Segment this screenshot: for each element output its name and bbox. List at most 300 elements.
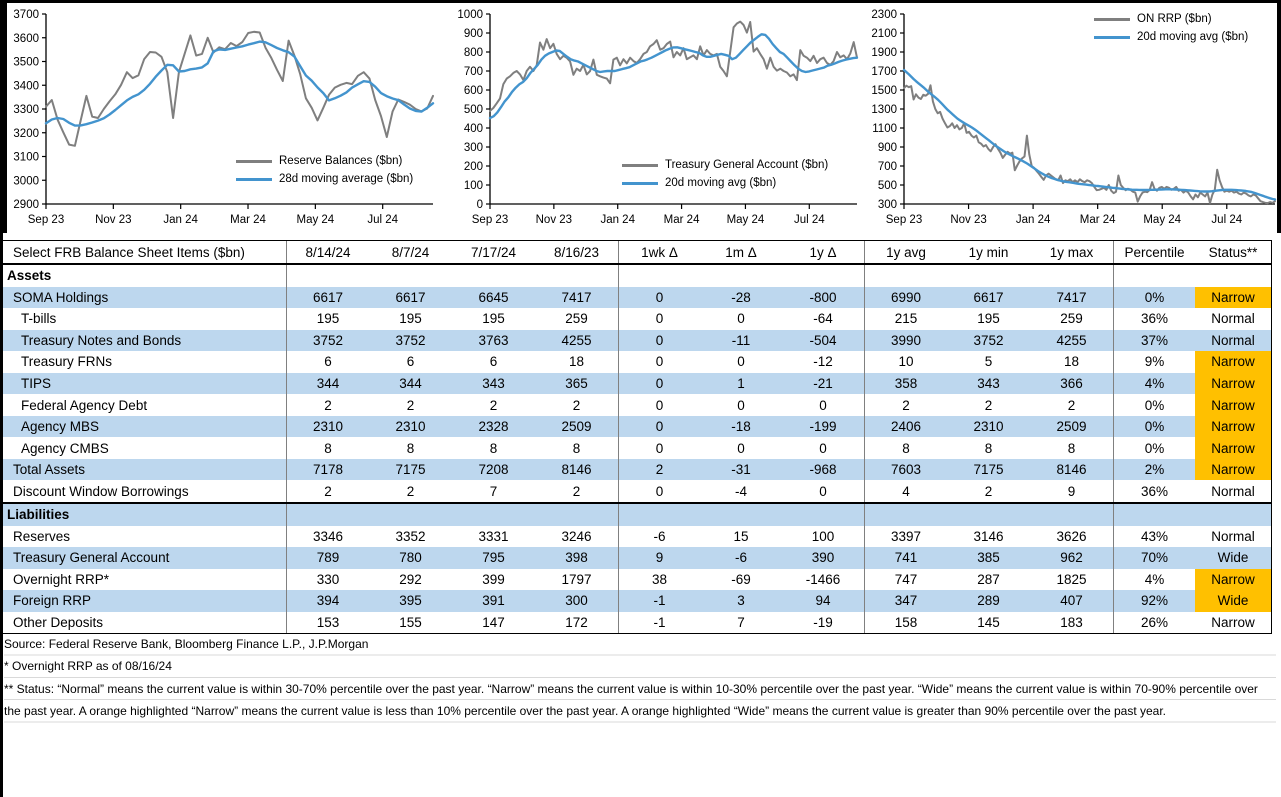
table-row: [3, 459, 1271, 481]
table-cell: 347: [864, 590, 947, 612]
svg-text:2900: 2900: [13, 199, 39, 211]
table-cell: -18: [731, 419, 751, 435]
table-cell: -4: [734, 483, 747, 499]
table-cell: 7178: [286, 459, 369, 481]
table-cell: 2: [572, 397, 581, 413]
table-cell: 5: [984, 354, 993, 370]
table-cell: 1: [737, 376, 745, 391]
table-cell: -800: [809, 289, 837, 305]
table-cell: 145: [977, 615, 1000, 631]
table-cell: 195: [482, 311, 505, 327]
table-cell: [1113, 504, 1195, 526]
table-row: [3, 351, 1271, 373]
table-cell: 330: [286, 569, 369, 591]
table-cell: 741: [864, 547, 947, 569]
table-cell: 195: [399, 311, 422, 327]
table-cell: 3626: [1056, 528, 1087, 544]
table-cell: 2: [864, 394, 947, 416]
chart-legend: [622, 156, 828, 192]
table-cell: 3752: [286, 330, 369, 352]
table-cell: 195: [977, 311, 1000, 327]
table-cell: 70%: [1113, 547, 1195, 569]
status-cell: Narrow: [1211, 615, 1255, 631]
table-cell: Percentile: [1113, 241, 1195, 263]
row-label-cell: Agency MBS: [21, 419, 100, 435]
table-cell: 1825: [1056, 571, 1087, 587]
table-cell: 3346: [286, 526, 369, 548]
table-cell: -1: [618, 590, 700, 612]
table-cell: 3: [737, 593, 745, 609]
table-cell: 43%: [1113, 526, 1195, 548]
table-cell: 343: [482, 376, 505, 391]
table-cell: 9: [1067, 483, 1076, 499]
table-cell: 3246: [561, 528, 592, 544]
table-cell: [618, 265, 700, 287]
table-cell: 92%: [1113, 590, 1195, 612]
table-cell: 172: [565, 615, 588, 631]
row-label-cell: Reserves: [13, 528, 71, 544]
svg-text:Mar 24: Mar 24: [1079, 214, 1116, 226]
row-label-cell: Treasury Notes and Bonds: [21, 332, 182, 348]
table-cell: [782, 504, 864, 526]
table-cell: 1y Δ: [809, 244, 837, 260]
table-cell: 0: [618, 437, 700, 459]
svg-text:Sep 23: Sep 23: [885, 214, 923, 226]
table-cell: 0: [618, 480, 700, 502]
table-cell: [1030, 504, 1113, 526]
table-cell: 292: [399, 571, 422, 587]
svg-text:1500: 1500: [871, 85, 897, 97]
table-cell: -6: [734, 550, 747, 566]
svg-text:500: 500: [877, 180, 897, 192]
status-cell: Narrow: [1195, 394, 1271, 416]
legend-label: Reserve Balances ($bn): [279, 155, 403, 167]
status-cell: Normal: [1211, 483, 1255, 499]
table-cell: 7: [489, 483, 498, 499]
row-label-cell: T-bills: [21, 311, 57, 327]
svg-text:Mar 24: Mar 24: [230, 214, 266, 226]
table-cell: 391: [482, 593, 505, 609]
table-cell: 344: [399, 376, 422, 391]
table-cell: 2%: [1113, 459, 1195, 481]
table-cell: 2: [984, 397, 993, 413]
svg-text:Mar 24: Mar 24: [663, 214, 700, 226]
table-cell: 1y min: [968, 244, 1009, 260]
table-cell: [369, 265, 452, 287]
row-label-cell: TIPS: [21, 376, 52, 391]
table-cell: 343: [977, 376, 1000, 391]
table-cell: 8/14/24: [286, 241, 369, 263]
table-cell: 0: [819, 397, 827, 413]
table-cell: 0: [618, 394, 700, 416]
table-cell: 9: [618, 547, 700, 569]
chart-legend: [1094, 10, 1248, 46]
table-cell: [618, 504, 700, 526]
svg-text:1100: 1100: [872, 123, 897, 135]
table-cell: 795: [482, 550, 505, 566]
status-cell: [1195, 265, 1271, 287]
table-cell: 0: [618, 351, 700, 373]
table-row: [3, 308, 1271, 330]
svg-text:Nov 23: Nov 23: [95, 214, 132, 226]
table-cell: -28: [731, 289, 751, 305]
table-cell: 3752: [973, 332, 1004, 348]
svg-text:2300: 2300: [871, 9, 897, 21]
table-cell: -1466: [805, 571, 841, 587]
table-cell: -31: [731, 462, 751, 478]
svg-text:3600: 3600: [13, 32, 39, 45]
table-cell: 4255: [1056, 332, 1087, 348]
table-cell: 37%: [1113, 330, 1195, 352]
table-cell: -19: [813, 615, 833, 631]
table-cell: 789: [286, 547, 369, 569]
table-cell: 26%: [1113, 612, 1195, 634]
svg-text:May 24: May 24: [726, 214, 765, 226]
table-cell: 1m Δ: [725, 244, 757, 260]
svg-text:700: 700: [877, 161, 897, 173]
table-cell: [947, 504, 1030, 526]
table-cell: [286, 504, 369, 526]
row-label-cell: Foreign RRP: [13, 593, 92, 609]
table-cell: -11: [731, 332, 751, 348]
legend-line-swatch: [236, 178, 272, 181]
table-cell: [535, 265, 618, 287]
treasury-general-account-chart: [452, 4, 862, 236]
table-cell: 0: [737, 354, 745, 370]
svg-text:300: 300: [877, 199, 897, 211]
svg-text:900: 900: [463, 28, 483, 40]
status-cell: Narrow: [1195, 437, 1271, 459]
table-cell: 18: [1063, 354, 1080, 370]
status-cell: [1195, 504, 1271, 526]
svg-text:3300: 3300: [13, 104, 39, 116]
table-cell: 147: [482, 615, 505, 631]
table-cell: [1113, 265, 1195, 287]
svg-text:Jan 24: Jan 24: [1015, 214, 1051, 226]
svg-text:3000: 3000: [13, 175, 39, 188]
legend-label: ON RRP ($bn): [1137, 13, 1212, 25]
svg-text:3100: 3100: [13, 151, 39, 164]
table-row: [3, 480, 1271, 502]
table-cell: [947, 265, 1030, 287]
table-cell: 289: [977, 593, 1000, 609]
svg-text:3200: 3200: [13, 127, 39, 140]
table-cell: 8: [489, 440, 498, 456]
table-cell: [782, 265, 864, 287]
table-cell: 1y avg: [864, 241, 947, 263]
table-cell: 395: [399, 593, 422, 609]
table-cell: 4255: [561, 332, 592, 348]
table-cell: 0: [618, 308, 700, 330]
section-row: [3, 265, 1271, 287]
table-cell: 8: [572, 440, 581, 456]
table-cell: -6: [618, 526, 700, 548]
table-cell: 0%: [1113, 287, 1195, 309]
table-cell: 6: [406, 354, 415, 370]
legend-entry: [236, 170, 413, 188]
table-cell: 0: [819, 483, 827, 499]
row-label-cell: Treasury FRNs: [21, 354, 113, 370]
legend-label: Treasury General Account ($bn): [665, 159, 829, 171]
table-row: [3, 437, 1271, 459]
table-cell: 7175: [973, 462, 1004, 478]
table-cell: 6: [286, 351, 369, 373]
table-cell: 8/16/23: [553, 244, 600, 260]
legend-line-swatch: [236, 160, 272, 163]
legend-entry: [1094, 10, 1248, 28]
table-cell: 8: [406, 440, 415, 456]
table-cell: 7175: [395, 462, 426, 478]
table-cell: 8146: [561, 462, 592, 478]
status-cell: Narrow: [1195, 287, 1271, 309]
table-cell: 4: [864, 480, 947, 502]
table-cell: 2: [618, 459, 700, 481]
table-cell: 18: [568, 354, 585, 370]
table-cell: 2328: [478, 419, 509, 435]
table-cell: 36%: [1113, 480, 1195, 502]
table-cell: 259: [1060, 311, 1083, 327]
table-cell: 0: [618, 416, 700, 438]
svg-text:100: 100: [463, 180, 483, 192]
table-cell: 7: [737, 615, 745, 631]
table-cell: 2509: [561, 419, 592, 435]
table-cell: 7417: [1056, 289, 1087, 305]
table-cell: 398: [565, 550, 588, 566]
table-row: [3, 416, 1271, 438]
svg-text:1700: 1700: [871, 66, 897, 78]
table-cell: 6617: [286, 287, 369, 309]
table-cell: [452, 265, 535, 287]
status-cell: Wide: [1217, 550, 1249, 566]
table-cell: -504: [809, 332, 837, 348]
table-cell: [700, 265, 782, 287]
legend-entry: [622, 174, 828, 192]
table-cell: 0: [737, 397, 745, 413]
table-cell: [1030, 265, 1113, 287]
status-definition-note: ** Status: “Normal” means the current value is within 30-70% percentile over the past year. “Narrow” means the current value is within 10-30% percentile over the past year. “Wide” means the current value is within 70-90% percentile over the past year. A orange highlighted “Narrow” means the current value is less than 10% percentile over the past year. A orange highlighted “Wide” means the current value is greater than 90% percentile over the past year.: [4, 681, 1258, 719]
status-cell: Wide: [1195, 590, 1271, 612]
table-cell: 259: [565, 311, 588, 327]
svg-text:500: 500: [463, 104, 483, 116]
table-cell: 2509: [1056, 419, 1087, 435]
legend-entry: [1094, 28, 1248, 46]
table-body: [3, 241, 1271, 633]
table-row: [3, 330, 1271, 352]
row-label-cell: Other Deposits: [13, 615, 104, 631]
frb-balance-sheet-table: [2, 240, 1272, 634]
table-cell: 0: [618, 373, 700, 395]
legend-line-swatch: [622, 182, 658, 185]
row-label-cell: Assets: [7, 268, 52, 284]
table-cell: 1797: [561, 571, 592, 587]
table-cell: 10: [864, 351, 947, 373]
table-cell: 366: [1060, 376, 1083, 391]
status-cell: Narrow: [1195, 373, 1271, 395]
table-cell: 365: [565, 376, 588, 391]
status-cell: Narrow: [1195, 459, 1271, 481]
table-cell: 158: [864, 612, 947, 634]
table-cell: 390: [811, 550, 835, 566]
table-cell: 4%: [1113, 373, 1195, 395]
status-cell: Normal: [1211, 528, 1255, 544]
table-row: [3, 569, 1271, 591]
table-cell: 747: [864, 569, 947, 591]
legend-entry: [622, 156, 828, 174]
table-cell: 6617: [395, 289, 426, 305]
table-cell: [700, 504, 782, 526]
table-cell: 153: [286, 612, 369, 634]
table-row: [3, 547, 1271, 569]
legend-label: 28d moving average ($bn): [279, 173, 414, 185]
table-cell: 1y max: [1049, 244, 1094, 260]
table-cell: [535, 504, 618, 526]
table-row: [3, 373, 1271, 395]
table-cell: 94: [815, 593, 831, 609]
row-label-cell: Federal Agency Debt: [21, 397, 148, 413]
table-cell: 7/17/24: [470, 244, 517, 260]
table-cell: 100: [811, 528, 835, 544]
table-cell: 183: [1060, 615, 1083, 631]
svg-text:1000: 1000: [457, 9, 483, 21]
table-cell: 8: [1067, 440, 1076, 456]
svg-text:Jul 24: Jul 24: [793, 214, 825, 226]
table-cell: 3397: [864, 526, 947, 548]
table-cell: -199: [809, 419, 837, 435]
table-cell: 2310: [395, 419, 426, 435]
table-cell: 8: [286, 437, 369, 459]
svg-text:0: 0: [476, 199, 483, 211]
section-row: [3, 502, 1271, 526]
row-label-cell: Select FRB Balance Sheet Items ($bn): [13, 244, 245, 260]
svg-text:Sep 23: Sep 23: [27, 214, 65, 226]
table-cell: 780: [399, 550, 422, 566]
table-cell: 36%: [1113, 308, 1195, 330]
table-cell: 0%: [1113, 437, 1195, 459]
table-cell: 6617: [973, 289, 1004, 305]
legend-line-swatch: [622, 164, 658, 167]
footnotes: [4, 633, 1276, 723]
table-cell: 3146: [973, 528, 1004, 544]
table-cell: 215: [864, 308, 947, 330]
svg-text:Jul 24: Jul 24: [1211, 214, 1243, 226]
table-cell: 6990: [864, 287, 947, 309]
table-cell: 2: [984, 483, 993, 499]
table-cell: 0%: [1113, 394, 1195, 416]
table-cell: [286, 265, 369, 287]
table-cell: [452, 504, 535, 526]
table-cell: 6645: [478, 289, 509, 305]
row-label-cell: Overnight RRP*: [13, 571, 110, 587]
table-cell: 2: [286, 480, 369, 502]
table-cell: 399: [482, 571, 505, 587]
svg-text:Sep 23: Sep 23: [471, 214, 509, 226]
on-rrp-chart: [866, 4, 1280, 236]
table-cell: 2: [572, 483, 581, 499]
table-cell: 6: [489, 354, 498, 370]
table-cell: 3331: [478, 528, 509, 544]
table-cell: 0: [737, 311, 745, 327]
row-label-cell: Treasury General Account: [13, 550, 170, 566]
legend-label: 20d moving avg ($bn): [665, 177, 777, 189]
legend-label: 20d moving avg ($bn): [1137, 31, 1249, 43]
svg-text:Jan 24: Jan 24: [163, 214, 198, 226]
svg-text:Jan 24: Jan 24: [600, 214, 635, 226]
status-cell: Normal: [1211, 311, 1255, 327]
svg-text:May 24: May 24: [296, 214, 335, 226]
table-cell: 8146: [1056, 462, 1087, 478]
svg-text:700: 700: [463, 66, 483, 78]
status-cell: Normal: [1211, 332, 1255, 348]
svg-text:3500: 3500: [13, 56, 39, 69]
table-cell: [864, 265, 947, 287]
row-label-cell: Agency CMBS: [21, 440, 109, 456]
legend-line-swatch: [1094, 36, 1130, 39]
status-cell: Status**: [1208, 244, 1258, 260]
table-cell: 0: [618, 287, 700, 309]
status-cell: Narrow: [1195, 416, 1271, 438]
table-cell: [864, 504, 947, 526]
table-row: [3, 394, 1271, 416]
svg-text:900: 900: [877, 142, 897, 154]
table-row: [3, 590, 1271, 612]
table-cell: 2310: [973, 419, 1004, 435]
svg-text:800: 800: [463, 47, 483, 59]
svg-text:1900: 1900: [871, 47, 897, 59]
svg-text:3700: 3700: [13, 9, 39, 21]
table-cell: 1wk Δ: [618, 241, 700, 263]
table-cell: 407: [1060, 593, 1083, 609]
table-cell: 7208: [478, 462, 509, 478]
table-cell: 8/7/24: [391, 244, 430, 260]
table-cell: 962: [1060, 550, 1083, 566]
table-cell: 155: [399, 615, 422, 631]
source-note: Source: Federal Reserve Bank, Bloomberg Finance L.P., J.P.Morgan: [4, 637, 369, 651]
svg-text:400: 400: [463, 123, 483, 135]
table-cell: -64: [813, 311, 833, 327]
table-cell: 195: [286, 308, 369, 330]
svg-text:300: 300: [463, 142, 483, 154]
table-cell: 2: [489, 397, 498, 413]
svg-text:Nov 23: Nov 23: [950, 214, 987, 226]
table-cell: 394: [286, 590, 369, 612]
row-label-cell: Discount Window Borrowings: [13, 483, 189, 499]
table-cell: 3752: [395, 332, 426, 348]
table-cell: -12: [813, 354, 833, 370]
table-cell: 344: [286, 373, 369, 395]
table-cell: 0: [737, 440, 745, 456]
legend-line-swatch: [1094, 18, 1130, 21]
chart-legend: [236, 152, 413, 188]
table-cell: 2: [286, 394, 369, 416]
status-cell: Narrow: [1195, 569, 1271, 591]
svg-text:1300: 1300: [871, 104, 897, 116]
table-cell: 2: [406, 397, 415, 413]
table-cell: 358: [864, 373, 947, 395]
table-cell: 4%: [1113, 569, 1195, 591]
svg-text:May 24: May 24: [1143, 214, 1182, 226]
table-cell: 8: [984, 440, 993, 456]
table-row: [3, 526, 1271, 548]
table-cell: 2: [406, 483, 415, 499]
table-row: [3, 612, 1271, 634]
table-cell: 15: [733, 528, 749, 544]
svg-text:3400: 3400: [13, 80, 39, 93]
table-cell: 3763: [478, 332, 509, 348]
table-row: [3, 287, 1271, 309]
table-cell: 2406: [864, 416, 947, 438]
svg-text:Jul 24: Jul 24: [367, 214, 399, 226]
table-cell: 0: [819, 440, 827, 456]
